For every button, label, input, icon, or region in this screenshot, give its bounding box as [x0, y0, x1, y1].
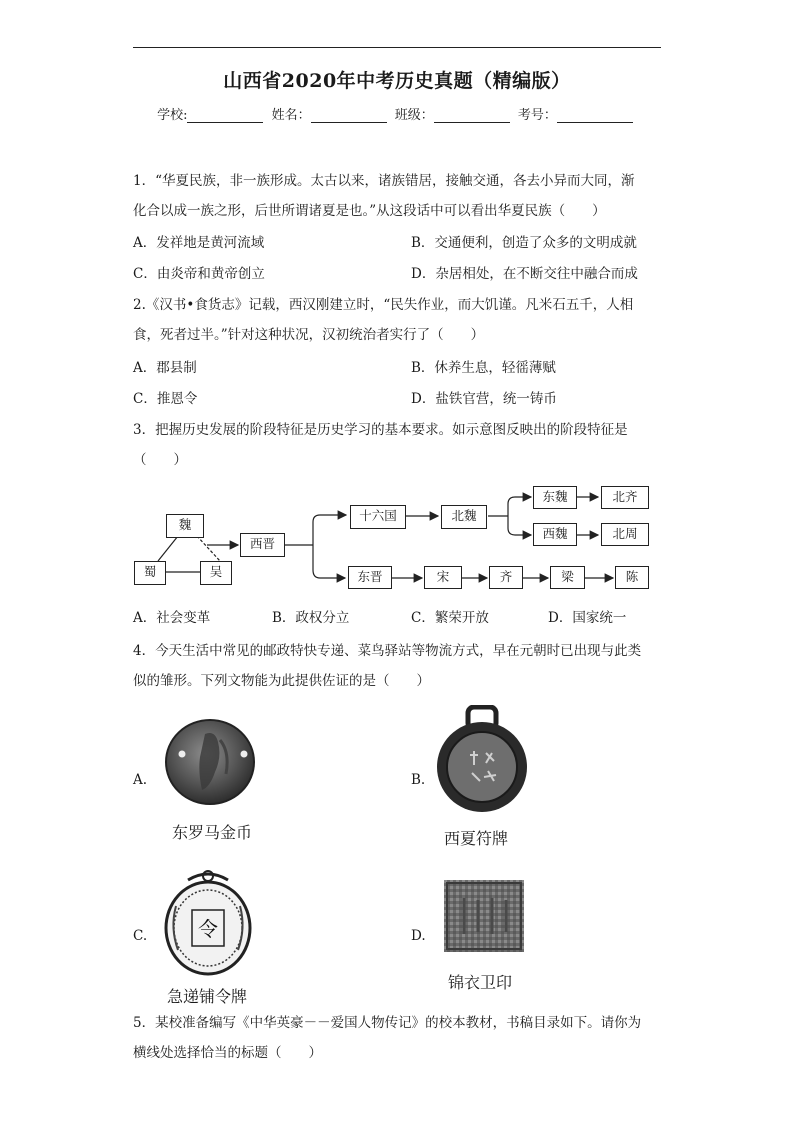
question-2-line-1: 2.《汉书•食货志》记载，西汉刚建立时，“民失作业，而大饥谨。凡米石五千，人相: [133, 297, 634, 313]
class-label: 班级：: [394, 108, 434, 123]
question-1-line-2: 化合以成一族之形，后世所谓诸夏是也。”从这段话中可以看出华夏民族（ ）: [133, 203, 606, 219]
box-wei: 魏: [166, 514, 204, 538]
school-blank[interactable]: [187, 108, 263, 123]
box-dongjin: 东晋: [348, 566, 392, 589]
exam-number-blank[interactable]: [557, 108, 633, 123]
box-beizhou: 北周: [601, 523, 649, 546]
token-icon: [158, 866, 258, 978]
q2-option-d[interactable]: D．盐铁官营，统一铸币: [411, 391, 557, 407]
student-info-line: [0, 104, 794, 123]
school-label: 学校:: [157, 108, 188, 123]
q4-option-d-letter[interactable]: D.: [411, 928, 426, 944]
question-5-line-2: 横线处选择恰当的标题（ ）: [133, 1045, 322, 1061]
question-1-line-1: 1．“华夏民族，非一族形成。太古以来，诸族错居，接触交通，各去小异而大同，渐: [133, 173, 635, 189]
western-xia-tally-image[interactable]: [432, 705, 532, 819]
box-beiwei: 北魏: [441, 505, 487, 529]
box-shu: 蜀: [134, 561, 166, 585]
q1-option-b[interactable]: B．交通便利，创造了众多的文明成就: [411, 235, 637, 251]
q2-option-a[interactable]: A．郡县制: [133, 360, 197, 376]
q3-option-b[interactable]: B．政权分立: [272, 610, 350, 626]
name-label: 姓名：: [271, 108, 311, 123]
q4-option-a-letter[interactable]: A.: [133, 772, 148, 788]
coin-icon: [160, 712, 260, 812]
box-shiliuguo: 十六国: [350, 505, 406, 529]
q3-option-d[interactable]: D．国家统一: [548, 610, 627, 626]
question-5-line-1: 5．某校准备编写《中华英豪－－爱国人物传记》的校本教材，书稿目录如下。请你为: [133, 1015, 642, 1031]
box-song: 宋: [424, 566, 462, 589]
token-seal-character: 令: [198, 917, 218, 941]
question-5-stem: [133, 1008, 663, 1068]
seal-icon: [444, 880, 524, 952]
q4-a-caption: 东罗马金币: [172, 823, 253, 842]
q4-option-c-letter[interactable]: C.: [133, 928, 148, 944]
question-4-line-2: 似的雏形。下列文物能为此提供佐证的是（ ）: [133, 673, 430, 689]
q4-b-caption: 西夏符牌: [444, 829, 509, 848]
q4-c-caption: 急递铺令牌: [167, 987, 248, 1006]
question-3-stem: [133, 415, 663, 475]
box-beiqi: 北齐: [601, 486, 649, 509]
q2-option-b[interactable]: B．休养生息，轻徭薄赋: [411, 360, 556, 376]
box-chen: 陈: [615, 566, 649, 589]
q1-option-d[interactable]: D．杂居相处，在不断交往中融合而成: [411, 266, 638, 282]
page-title: 山西省2020年中考历史真题（精编版）: [223, 70, 571, 92]
box-qi: 齐: [489, 566, 523, 589]
box-xijin: 西晋: [240, 533, 285, 557]
box-xiwei: 西魏: [533, 523, 577, 546]
box-wu: 吴: [200, 561, 232, 585]
q1-option-a[interactable]: A．发祥地是黄河流域: [133, 235, 265, 251]
question-3-line-2: （ ）: [133, 452, 187, 468]
q2-option-c[interactable]: C．推恩令: [133, 391, 198, 407]
box-liang: 梁: [550, 566, 585, 589]
tally-icon: [432, 705, 532, 815]
question-3-line-1: 3．把握历史发展的阶段特征是历史学习的基本要求。如示意图反映出的阶段特征是: [133, 422, 628, 438]
imperial-guard-seal-image[interactable]: [444, 880, 524, 956]
q4-d-caption: 锦衣卫印: [448, 973, 513, 992]
question-4-stem: [133, 636, 663, 696]
name-blank[interactable]: [311, 108, 387, 123]
q3-option-c[interactable]: C．繁荣开放: [411, 610, 489, 626]
question-2-stem: [133, 290, 663, 350]
q4-option-b-letter[interactable]: B.: [411, 772, 426, 788]
question-4-line-1: 4．今天生活中常见的邮政特快专递、菜鸟驿站等物流方式，早在元朝时已出现与此类: [133, 643, 642, 659]
exam-number-label: 考号：: [517, 108, 557, 123]
q1-option-c[interactable]: C．由炎帝和黄帝创立: [133, 266, 265, 282]
box-dongwei: 东魏: [533, 486, 577, 509]
courier-post-token-image[interactable]: [158, 866, 258, 982]
class-blank[interactable]: [434, 108, 510, 123]
question-1-stem: [133, 166, 663, 226]
question-2-line-2: 食，死者过半。”针对这种状况，汉初统治者实行了（ ）: [133, 327, 485, 343]
q3-option-a[interactable]: A．社会变革: [133, 610, 211, 626]
header-rule: [133, 47, 661, 48]
byzantine-gold-coin-image[interactable]: [160, 712, 260, 816]
